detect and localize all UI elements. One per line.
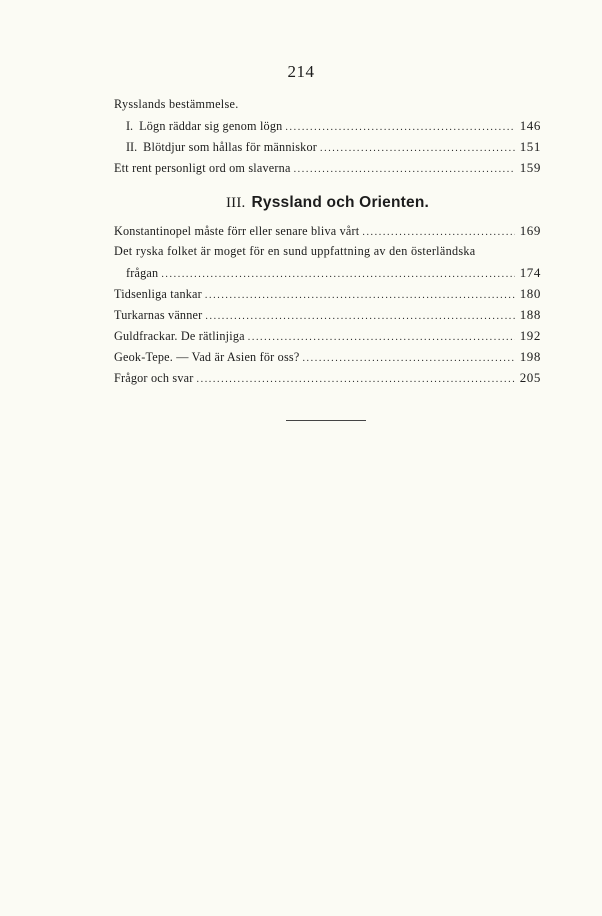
entry-title: Turkarnas vänner	[114, 308, 203, 322]
toc-entry	[114, 283, 541, 304]
entry-title: Blötdjur som hållas för människor	[143, 140, 317, 154]
subsection-heading: Rysslands bestämmelse.	[114, 97, 239, 111]
toc-entry	[114, 325, 541, 346]
dot-leader	[320, 138, 515, 159]
toc-entry	[114, 136, 541, 157]
entry-title: Geok-Tepe. — Vad är Asien för oss?	[114, 350, 300, 364]
toc-entry	[114, 346, 541, 367]
dot-leader	[161, 264, 515, 285]
table-of-contents	[114, 94, 541, 388]
entry-title: Ett rent personligt ord om slaverna	[114, 161, 291, 175]
entry-page: 188	[519, 307, 541, 322]
entry-page: 180	[519, 286, 541, 301]
section-roman-numeral: III.	[225, 195, 246, 211]
entry-title: frågan	[126, 266, 159, 280]
entry-page: 198	[519, 349, 541, 364]
entry-page: 192	[519, 328, 541, 343]
entry-page: 169	[519, 223, 541, 238]
toc-entry	[114, 115, 541, 136]
dot-leader	[248, 327, 515, 348]
dot-leader	[205, 306, 515, 327]
entry-title-line: Det ryska folket är moget för en sund uppfattning av den österländska	[114, 244, 476, 258]
entry-title: Guldfrackar. De rätlinjiga	[114, 329, 245, 343]
dot-leader	[285, 117, 515, 138]
entry-title: Lögn räddar sig genom lögn	[139, 119, 283, 133]
page-number: 214	[287, 62, 315, 81]
dot-leader	[362, 222, 515, 243]
section-heading	[114, 192, 541, 214]
entry-page: 174	[519, 265, 541, 280]
toc-entry	[114, 157, 541, 178]
dot-leader	[197, 369, 516, 390]
section-title: Ryssland och Orienten.	[251, 194, 430, 211]
dot-leader	[205, 285, 515, 306]
toc-entry	[114, 367, 541, 388]
end-rule	[286, 420, 366, 421]
entry-page: 159	[519, 160, 541, 175]
entry-page: 151	[519, 139, 541, 154]
toc-entry	[114, 220, 541, 241]
entry-number: I.	[126, 119, 134, 133]
entry-title: Konstantinopel måste förr eller senare bliva vårt	[114, 224, 360, 238]
toc-entry	[114, 262, 541, 283]
dot-leader	[302, 348, 515, 369]
toc-entry	[114, 304, 541, 325]
entry-page: 205	[519, 370, 541, 385]
entry-title: Tidsenliga tankar	[114, 287, 202, 301]
dot-leader	[294, 159, 515, 180]
entry-number: II.	[126, 140, 138, 154]
entry-title: Frågor och svar	[114, 371, 194, 385]
entry-page: 146	[519, 118, 541, 133]
